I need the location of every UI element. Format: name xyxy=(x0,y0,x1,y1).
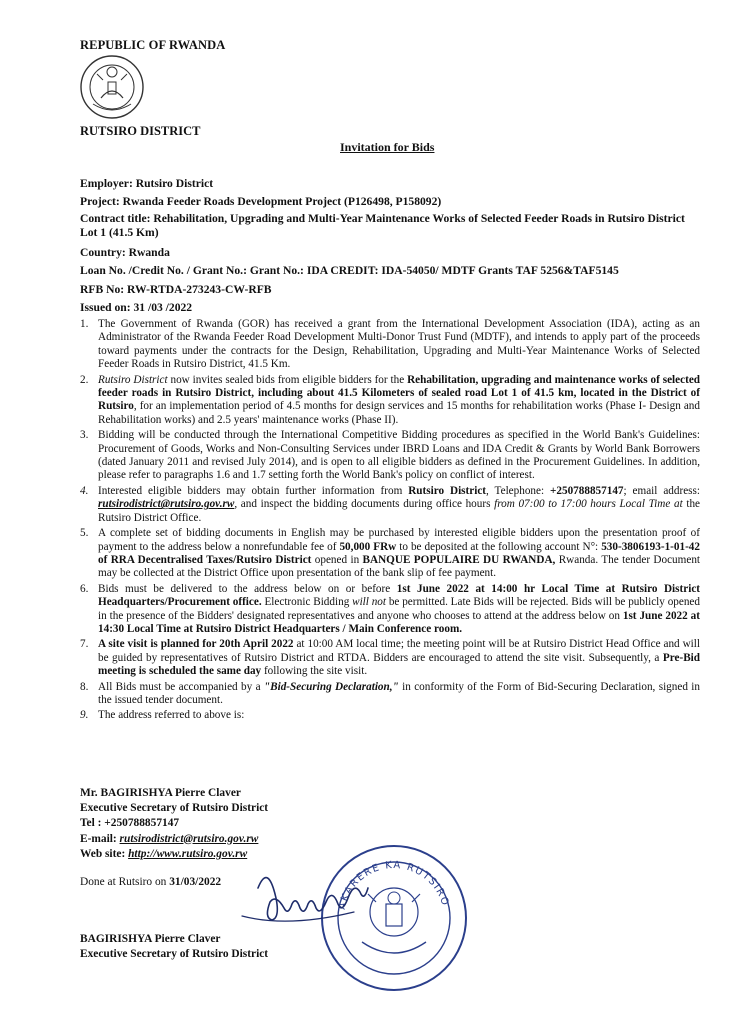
contact-email-link[interactable]: rutsirodistrict@rutsiro.gov.rw xyxy=(98,498,235,511)
stamp-text: AKARERE KA RUTSIRO xyxy=(336,859,451,911)
issued-line: Issued on: 31 /03 /2022 xyxy=(80,301,193,315)
employer-line: Employer: Rutsiro District xyxy=(80,177,214,190)
clause-text: opened in xyxy=(311,553,363,566)
clause-7 xyxy=(80,638,700,678)
contact-name: Mr. BAGIRISHYA Pierre Claver xyxy=(80,787,241,799)
works-description: Rehabilitation, upgrading and maintenance works of selected feeder roads in Rutsiro District, including about 41.5 Kilometers of sealed road Lot 1 of 41.5 km, located in the District of Rutsiro xyxy=(98,373,701,413)
clause-9 xyxy=(80,709,700,722)
clause-number: 7. xyxy=(80,638,89,651)
clause-number: 4. xyxy=(80,484,89,497)
contact-tel: Tel : +250788857147 xyxy=(80,817,180,830)
clause-number: 6. xyxy=(80,582,89,595)
clause-number: 2. xyxy=(80,373,89,386)
bid-securing-declaration: "Bid-Securing Declaration," xyxy=(263,680,399,693)
clause-text: ; the meeting point will be at Rutsiro District Head Office and will be guided by representatives of Rutsiro District and RTDA. Bidders are encouraged to attend the site visit. Subsequently, a xyxy=(98,638,701,664)
bank-account: 530-3806193-1-01-42 of RRA Decentralised Taxes/Rutsiro District xyxy=(98,540,700,566)
clause-6 xyxy=(80,583,700,637)
country-heading: REPUBLIC OF RWANDA xyxy=(80,38,226,52)
website-link[interactable]: http://www.rutsiro.gov.rw xyxy=(128,847,248,860)
clause-8 xyxy=(80,681,700,708)
signer-block xyxy=(80,932,268,962)
clause-text: at 10:00 AM local time xyxy=(293,638,401,651)
opening-time: 1st June 2022 at 14:30 Local Time at Rutsiro District Headquarters / Main Conference room. xyxy=(98,609,700,635)
site-visit-date: A site visit is planned for 20th April 2022 xyxy=(98,638,294,651)
clause-number: 1. xyxy=(80,318,89,330)
contact-role: Executive Secretary of Rutsiro District xyxy=(80,802,269,815)
country-line: Country: Rwanda xyxy=(80,245,170,259)
signer-name: BAGIRISHYA Pierre Claver xyxy=(80,933,221,945)
rfb-line: RFB No: RW-RTDA-273243-CW-RFB xyxy=(80,282,272,296)
done-at-line xyxy=(80,876,221,888)
project-line: Project: Rwanda Feeder Roads Development Project (P126498, P158092) xyxy=(80,195,442,209)
email-label: E-mail: xyxy=(80,832,120,845)
clause-text: Bidding will be conducted through the International Competitive Bidding procedures as specified in the World Bank's Guidelines: Procurement of Goods, Works and Non-Consulting Services under IBRD Loans and IDA Credit & Grants by World Bank Borrowers (dated January 2011 and revised July 2014), and is open to all eligible bidders as defined in the Procurement Guidelines. In addition, please refer to paragraphs 1.6 and 1.7 setting forth the World Bank's policy on conflict of interest. xyxy=(98,429,700,482)
web-label: Web site: xyxy=(80,847,129,860)
clause-1 xyxy=(80,318,700,372)
submission-deadline: 1st June 2022 at 14:00 hr Local Time at Rutsiro District Headquarters/Procurement office. xyxy=(98,582,701,609)
emphasis-will-not: will not xyxy=(352,596,387,609)
clause-number: 3. xyxy=(80,429,89,442)
clause-text: The address referred to above is: xyxy=(98,709,245,722)
numbered-clauses xyxy=(80,318,700,725)
signer-role: Executive Secretary of Rutsiro District xyxy=(80,948,269,960)
employer-name: Rutsiro District xyxy=(98,373,168,386)
clause-text: Bids must be delivered to the address below on or before xyxy=(98,582,397,595)
clause-text: , Telephone: xyxy=(486,484,551,497)
office-hours: from 07:00 to 17:00 hours Local Time at xyxy=(494,498,683,511)
fee-amount: 50,000 FRw xyxy=(339,540,397,553)
clause-text: The Government of Rwanda (GOR) has received a grant from the International Development Association (IDA), acting as an Administrator of the Rwanda Feeder Road Development Multi-Donor Trust Fund (MDTF), and intends to apply part of the proceeds toward payments under the contracts for the Design, Rehabilitation, Upgrading and Multi-Year Maintenance Works of Selected Feeder Roads in Rutsiro District, 41.5 Km. xyxy=(98,318,700,371)
clause-number: 8. xyxy=(80,680,89,693)
rwanda-seal-icon xyxy=(79,54,145,120)
clause-text: now invites sealed bids from eligible bidders for the xyxy=(167,373,408,386)
done-prefix: Done at Rutsiro on xyxy=(80,876,170,888)
bank-name: BANQUE POPULAIRE DU RWANDA, xyxy=(362,553,556,566)
clause-text: the Rutsiro District Office. xyxy=(98,498,701,524)
done-date: 31/03/2022 xyxy=(169,876,222,888)
contact-block xyxy=(80,786,268,862)
clause-number: 5. xyxy=(80,527,89,540)
clause-text: , for an implementation period of 4.5 months for design services and 15 months for rehabilitation works (Phase I- Design and Rehabilitation works) and 2.5 years' maintenance works (Phase II). xyxy=(98,400,700,426)
handwritten-signature xyxy=(228,858,378,938)
document-title: Invitation for Bids xyxy=(340,140,435,154)
clause-text: All Bids must be accompanied by a xyxy=(98,680,264,693)
clause-3 xyxy=(80,429,700,483)
prebid-meeting: Pre-Bid meeting is scheduled the same day xyxy=(98,651,700,678)
clause-text: , and inspect the bidding documents during office hours xyxy=(234,498,495,511)
contact-phone: +250788857147 xyxy=(550,484,624,497)
clause-text: Interested eligible bidders may obtain further information from xyxy=(98,484,409,497)
email-link[interactable]: rutsirodistrict@rutsiro.gov.rw xyxy=(119,832,259,845)
contract-line: Contract title: Rehabilitation, Upgrading and Multi-Year Maintenance Works of Selected Feeder Roads in Rutsiro District Lot 1 (41.5 Km) xyxy=(80,211,685,239)
loan-line: Loan No. /Credit No. / Grant No.: Grant No.: IDA CREDIT: IDA-54050/ MDTF Grants TAF 5256&TAF5145 xyxy=(80,264,619,278)
clause-text: be permitted. Late Bids will be rejected. Bids will be publicly opened in the presence of the Bidders' designated representatives and anyone who chooses to attend at the address below on xyxy=(98,596,700,622)
clause-5 xyxy=(80,527,700,581)
clause-number: 9. xyxy=(80,709,89,722)
contact-email-row xyxy=(80,832,268,847)
clause-text: in conformity of the Form of Bid-Securing Declaration, signed in the issued tender document. xyxy=(98,680,700,706)
clause-2 xyxy=(80,374,700,428)
clause-text: following the site visit. xyxy=(261,665,368,678)
clause-text: to be deposited at the following account N°: xyxy=(396,540,602,553)
tender-details xyxy=(80,175,700,317)
clause-text: ; email address: xyxy=(623,484,700,497)
contact-office: Rutsiro District xyxy=(408,484,487,497)
clause-4 xyxy=(80,485,700,525)
clause-text: Electronic Bidding xyxy=(261,596,353,609)
clause-text: A complete set of bidding documents in English may be purchased by interested eligible bidders upon the presentation proof of payment to the address below a nonrefundable fee of xyxy=(98,527,700,553)
district-heading: RUTSIRO DISTRICT xyxy=(80,124,201,138)
clause-text: Rwanda. The tender Document may be collected at the District Office upon presentation of the bank slip of fee payment. xyxy=(98,553,701,580)
